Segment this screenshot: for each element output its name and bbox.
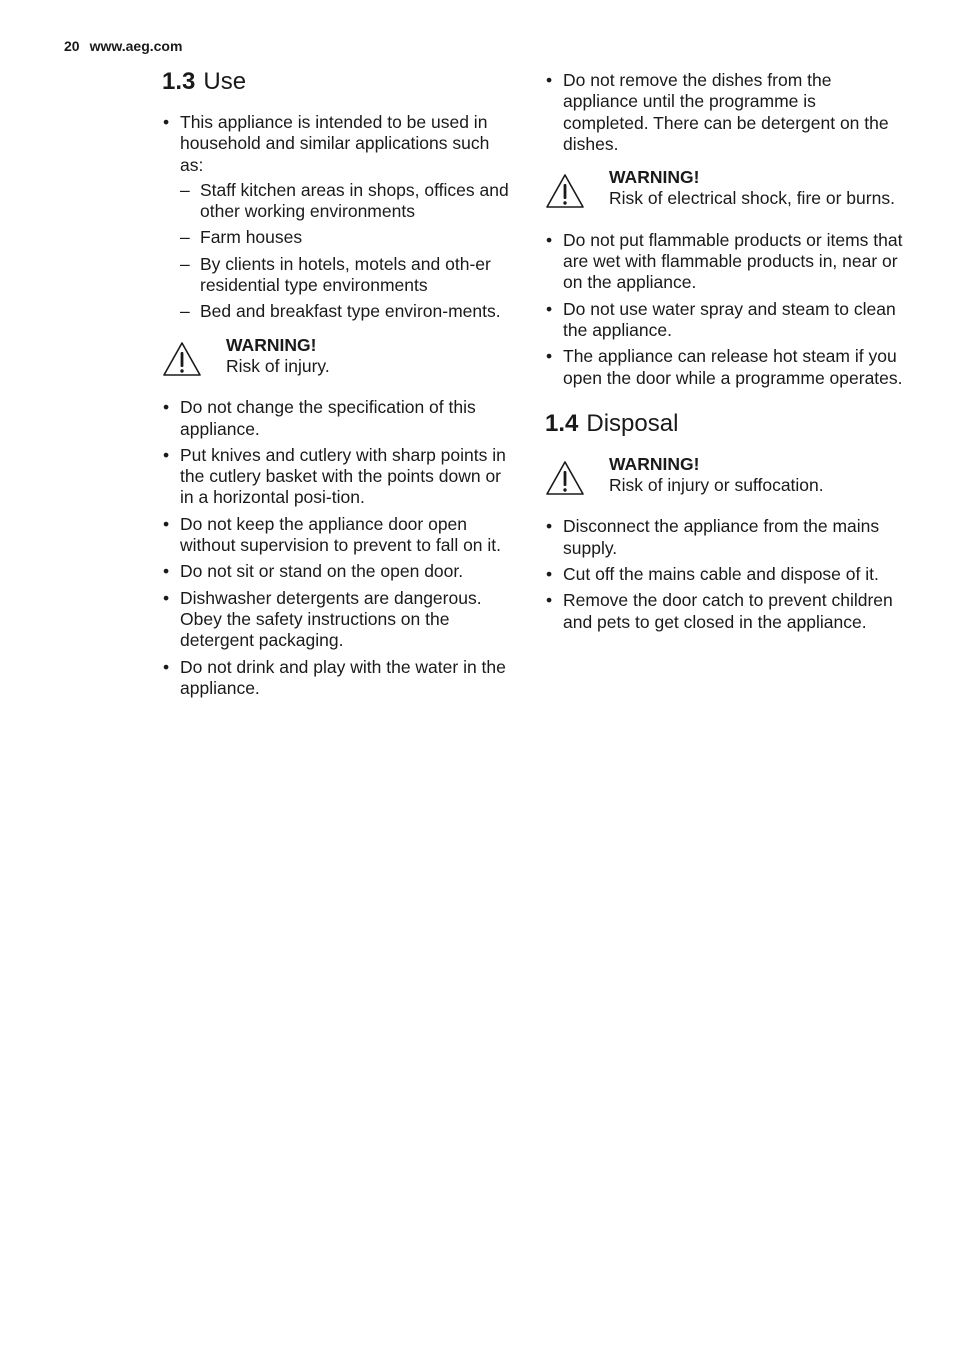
list-item: • Do not keep the appliance door open without supervision to prevent to fall on it. [162,514,517,557]
warning-box [545,167,905,210]
website-url[interactable]: www.aeg.com [89,38,183,54]
environment-sub-list [180,180,517,323]
list-item-text: This appliance is intended to be used in household and similar applications such as: [180,112,490,175]
list-item: • Do not put flammable products or items that are wet with flammable products in, near or on the appliance. [545,230,905,294]
sub-list-item: – By clients in hotels, motels and oth-er residential type environments [180,254,517,297]
use-intro-list [162,112,517,323]
list-item: • Remove the door catch to prevent children and pets to get closed in the appliance. [545,590,905,633]
list-item: • Put knives and cutlery with sharp points in the cutlery basket with the points down or in a horizontal posi-tion. [162,445,517,509]
list-item: • Cut off the mains cable and dispose of it. [545,564,905,585]
list-item: • Dishwasher detergents are dangerous. Obey the safety instructions on the detergent packaging. [162,588,517,652]
sub-list-item: – Bed and breakfast type environ-ments. [180,301,517,322]
list-item: • Do not use water spray and steam to clean the appliance. [545,299,905,342]
section-title: Use [203,68,247,95]
warning-text: Risk of injury. [226,355,330,376]
section-number: 1.3 [162,68,196,95]
list-item: • Do not sit or stand on the open door. [162,561,517,582]
list-item: • Do not remove the dishes from the appliance until the programme is completed. There can be detergent on the dishes. [545,70,905,155]
warning-text: Risk of electrical shock, fire or burns. [609,188,895,209]
left-column [162,66,517,704]
warning-title: WARNING! [609,453,700,474]
list-item: • The appliance can release hot steam if you open the door while a programme operates. [545,346,905,389]
section-heading-use [162,66,517,98]
warning-box [545,454,905,497]
section-title: Disposal [586,409,679,437]
warning-title: WARNING! [226,334,317,355]
page-header [64,38,182,54]
warning-triangle-icon [545,173,585,209]
sub-list-item: – Staff kitchen areas in shops, offices and other working environments [180,180,517,223]
list-item [162,112,517,323]
right-column [545,70,905,638]
section-heading-disposal [545,408,905,440]
use-rules-list [162,397,517,699]
list-item: • Disconnect the appliance from the mains supply. [545,516,905,559]
list-item: • Do not drink and play with the water in the appliance. [162,657,517,700]
warning-box [162,335,517,378]
warning-triangle-icon [162,341,202,377]
warning-text: Risk of injury or suffocation. [609,475,824,496]
warning-triangle-icon [545,460,585,496]
section-number: 1.4 [545,409,579,437]
list-item: • Do not change the specification of this appliance. [162,397,517,440]
disposal-list [545,516,905,632]
use-continued-list-2 [545,230,905,389]
sub-list-item: – Farm houses [180,227,517,248]
warning-title: WARNING! [609,167,700,188]
use-continued-list [545,70,905,155]
page-number: 20 [64,38,80,54]
